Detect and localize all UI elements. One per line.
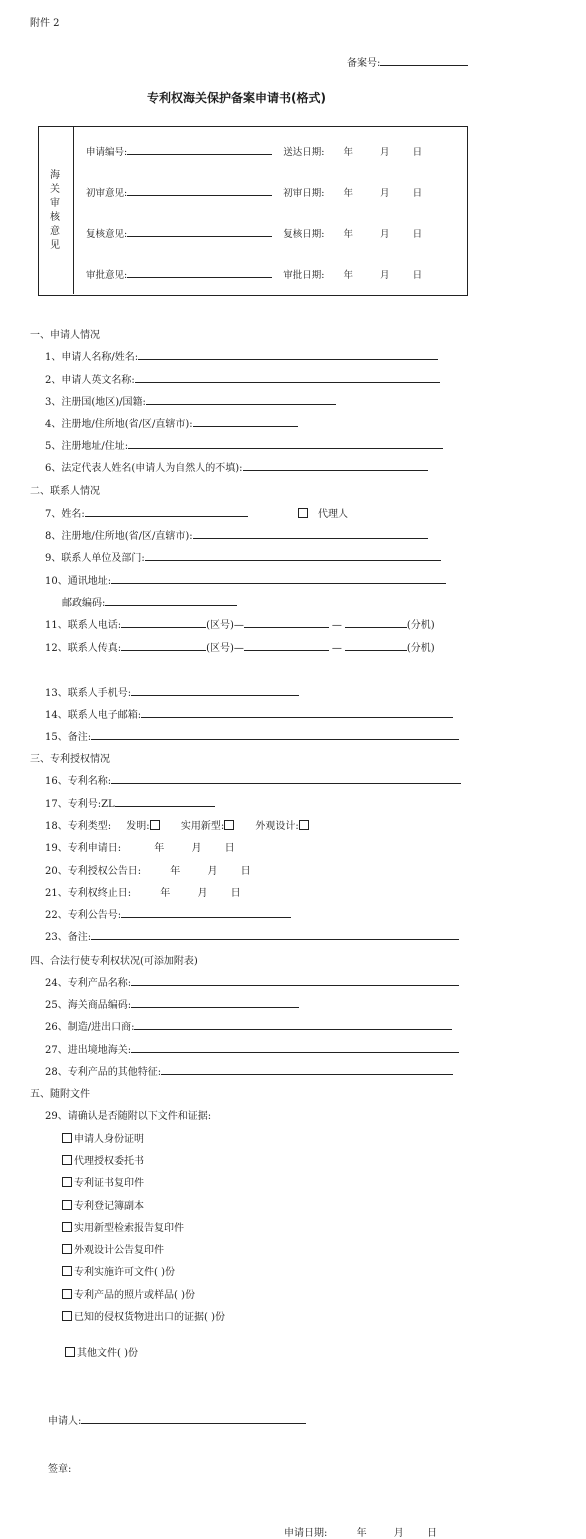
review-row-line[interactable] <box>127 144 272 155</box>
day-label: 日 <box>224 843 235 854</box>
year-label: 年 <box>170 866 181 877</box>
month-label: 月 <box>207 866 218 877</box>
form-field[interactable] <box>45 393 336 408</box>
side-char: 核 <box>50 212 60 223</box>
checkbox-icon[interactable] <box>150 820 160 830</box>
field-label: 申请人: <box>48 1416 82 1427</box>
date-field[interactable] <box>45 884 241 899</box>
field-label: 11、联系人电话: <box>45 620 122 631</box>
field-label: 5、注册地址/住址: <box>45 441 129 452</box>
form-field[interactable] <box>45 772 461 787</box>
field-line[interactable] <box>91 929 459 940</box>
dash-label: — <box>331 620 342 631</box>
field-label: 申请日期: <box>284 1528 328 1539</box>
form-field[interactable] <box>45 505 248 520</box>
attachment-question: 29、请确认是否随附以下文件和证据: <box>45 1111 212 1122</box>
form-field[interactable] <box>45 906 291 921</box>
field-line[interactable] <box>115 796 215 807</box>
field-line[interactable] <box>345 640 407 651</box>
applicant-signature-line[interactable] <box>81 1413 306 1424</box>
form-title: 专利权海关保护备案申请书(格式) <box>147 91 326 105</box>
form-field[interactable] <box>45 1041 459 1056</box>
section-heading: 二、联系人情况 <box>30 486 100 497</box>
form-field[interactable] <box>45 348 438 363</box>
record-number-label: 备案号: <box>347 58 381 69</box>
checkbox-icon[interactable] <box>62 1311 72 1321</box>
field-label: 12、联系人传真: <box>45 643 122 654</box>
form-field[interactable] <box>45 795 215 810</box>
patent-type-field[interactable] <box>45 817 311 832</box>
dash-label: — <box>331 643 342 654</box>
field-line[interactable] <box>131 1042 459 1053</box>
field-label: 21、专利权终止日: <box>45 888 132 899</box>
review-date-label: 初审日期: <box>283 188 325 199</box>
section-heading: 三、专利授权情况 <box>30 754 110 765</box>
review-row[interactable] <box>86 185 422 199</box>
form-field[interactable] <box>45 974 459 989</box>
side-char: 审 <box>50 198 60 209</box>
checkbox-icon[interactable] <box>62 1222 72 1232</box>
field-line[interactable] <box>131 975 459 986</box>
option-label: 外观设计: <box>255 821 299 832</box>
field-label: 26、制造/进出口商: <box>45 1022 135 1033</box>
review-row[interactable] <box>86 267 422 281</box>
form-field[interactable] <box>45 1018 452 1033</box>
doc-label: 专利产品的照片或样品( )份 <box>74 1290 195 1301</box>
form-field[interactable] <box>45 684 299 699</box>
section-heading: 四、合法行使专利权状况(可添加附表) <box>30 956 198 967</box>
review-row-label: 初审意见: <box>86 188 128 199</box>
checkbox-icon[interactable] <box>62 1177 72 1187</box>
month-label: 月 <box>380 229 390 240</box>
field-label: 2、申请人英文名称: <box>45 375 135 386</box>
field-line[interactable] <box>121 907 291 918</box>
doc-checkbox[interactable] <box>65 1344 138 1359</box>
field-label: 28、专利产品的其他特征: <box>45 1067 162 1078</box>
applicant-field[interactable] <box>48 1412 306 1427</box>
field-label: 25、海关商品编码: <box>45 1000 132 1011</box>
checkbox-icon[interactable] <box>62 1200 72 1210</box>
field-label: 22、专利公告号: <box>45 910 122 921</box>
review-row-line[interactable] <box>127 267 272 278</box>
doc-label: 申请人身份证明 <box>74 1134 144 1145</box>
doc-label: 已知的侵权货物进出口的证据( )份 <box>74 1312 225 1323</box>
day-label: 日 <box>412 188 423 199</box>
doc-label: 外观设计公告复印件 <box>74 1245 164 1256</box>
field-line[interactable] <box>146 394 336 405</box>
form-field[interactable] <box>45 527 428 542</box>
attachment-label: 附件 2 <box>30 18 60 29</box>
field-line[interactable] <box>345 617 407 628</box>
review-row[interactable] <box>86 144 422 158</box>
checkbox-icon[interactable] <box>62 1244 72 1254</box>
field-label: 10、通讯地址: <box>45 576 112 587</box>
field-label: 27、进出境地海关: <box>45 1045 132 1056</box>
checkbox-icon[interactable] <box>62 1133 72 1143</box>
day-label: 日 <box>412 147 423 158</box>
checkbox-icon[interactable] <box>224 820 234 830</box>
field-line[interactable] <box>145 550 441 561</box>
doc-checkbox[interactable] <box>62 1130 144 1145</box>
day-label: 日 <box>426 1528 437 1539</box>
option-label: 实用新型: <box>180 821 225 832</box>
form-field[interactable] <box>45 928 459 943</box>
doc-checkbox[interactable] <box>62 1263 175 1278</box>
agent-checkbox[interactable] <box>298 505 348 520</box>
field-label: 23、备注: <box>45 932 92 943</box>
form-field[interactable] <box>45 549 441 564</box>
form-field[interactable] <box>45 996 299 1011</box>
field-label: 20、专利授权公告日: <box>45 866 142 877</box>
day-label: 日 <box>240 866 251 877</box>
field-line[interactable] <box>135 372 440 383</box>
option-label: 发明: <box>126 821 150 832</box>
form-field[interactable] <box>45 415 298 430</box>
doc-checkbox[interactable] <box>62 1152 144 1167</box>
doc-label: 实用新型检索报告复印件 <box>74 1223 184 1234</box>
form-field[interactable] <box>45 728 459 743</box>
field-label: 15、备注: <box>45 732 92 743</box>
month-label: 月 <box>380 270 390 281</box>
field-label: 8、注册地/住所地(省/区/直辖市): <box>45 531 193 542</box>
field-line[interactable] <box>121 640 206 651</box>
review-row[interactable] <box>86 226 422 240</box>
checkbox-icon[interactable] <box>62 1155 72 1165</box>
field-line[interactable] <box>193 416 298 427</box>
doc-checkbox[interactable] <box>62 1197 144 1212</box>
doc-checkbox[interactable] <box>62 1219 184 1234</box>
doc-label: 专利实施许可文件( )份 <box>74 1267 175 1278</box>
phone-field[interactable] <box>45 616 435 631</box>
field-label: 24、专利产品名称: <box>45 978 132 989</box>
form-field[interactable] <box>45 437 443 452</box>
review-date-label: 复核日期: <box>283 229 325 240</box>
field-line[interactable] <box>193 528 428 539</box>
day-label: 日 <box>412 270 423 281</box>
field-label: 7、姓名: <box>45 509 85 520</box>
field-label: 13、联系人手机号: <box>45 688 132 699</box>
area-code-label: (区号)— <box>206 620 244 631</box>
field-label: 6、法定代表人姓名(申请人为自然人的不填): <box>45 463 243 474</box>
review-row-label: 复核意见: <box>86 229 128 240</box>
field-line[interactable] <box>91 729 459 740</box>
form-field[interactable] <box>45 459 428 474</box>
field-line[interactable] <box>244 640 329 651</box>
field-label: 16、专利名称: <box>45 776 112 787</box>
section-heading: 一、申请人情况 <box>30 330 100 341</box>
month-label: 月 <box>380 147 390 158</box>
doc-checkbox[interactable] <box>62 1308 225 1323</box>
checkbox-icon[interactable] <box>62 1266 72 1276</box>
area-code-label: (区号)— <box>206 643 244 654</box>
month-label: 月 <box>380 188 390 199</box>
field-line[interactable] <box>244 617 329 628</box>
doc-checkbox[interactable] <box>62 1286 195 1301</box>
review-row-line[interactable] <box>127 226 272 237</box>
review-row-label: 申请编号: <box>86 147 128 158</box>
checkbox-icon[interactable] <box>62 1289 72 1299</box>
field-line[interactable] <box>111 573 446 584</box>
review-row-line[interactable] <box>127 185 272 196</box>
year-label: 年 <box>343 147 353 158</box>
agent-label: 代理人 <box>318 509 348 520</box>
field-label: 邮政编码: <box>62 598 106 609</box>
field-line[interactable] <box>105 595 237 606</box>
field-line[interactable] <box>161 1064 453 1075</box>
form-field[interactable] <box>45 371 440 386</box>
month-label: 月 <box>191 843 202 854</box>
record-number-line[interactable] <box>380 55 468 66</box>
side-char: 见 <box>50 240 60 251</box>
year-label: 年 <box>343 270 353 281</box>
year-label: 年 <box>356 1528 367 1539</box>
form-field[interactable] <box>45 1063 453 1078</box>
record-number-field[interactable] <box>347 54 468 69</box>
doc-label: 其他文件( )份 <box>77 1348 138 1359</box>
day-label: 日 <box>412 229 423 240</box>
form-field[interactable] <box>62 594 237 609</box>
form-field[interactable] <box>45 706 453 721</box>
field-line[interactable] <box>121 617 206 628</box>
doc-checkbox[interactable] <box>62 1241 164 1256</box>
field-label: 18、专利类型: <box>45 821 112 832</box>
field-label: 3、注册国(地区)/国籍: <box>45 397 146 408</box>
field-line[interactable] <box>141 707 453 718</box>
field-label: 14、联系人电子邮箱: <box>45 710 142 721</box>
doc-label: 代理授权委托书 <box>74 1156 144 1167</box>
side-char: 关 <box>50 184 60 195</box>
section-heading: 五、随附文件 <box>30 1089 90 1100</box>
field-label: 9、联系人单位及部门: <box>45 553 145 564</box>
checkbox-icon[interactable] <box>299 820 309 830</box>
day-label: 日 <box>230 888 241 899</box>
checkbox-icon[interactable] <box>298 508 308 518</box>
ext-label: (分机) <box>406 620 435 631</box>
field-label: 1、申请人名称/姓名: <box>45 352 139 363</box>
field-line[interactable] <box>131 685 299 696</box>
field-line[interactable] <box>85 506 248 517</box>
review-row-label: 审批意见: <box>86 270 128 281</box>
field-line[interactable] <box>138 349 438 360</box>
month-label: 月 <box>197 888 208 899</box>
date-field[interactable] <box>45 862 251 877</box>
field-label: 4、注册地/住所地(省/区/直辖市): <box>45 419 193 430</box>
year-label: 年 <box>343 229 353 240</box>
date-field[interactable] <box>45 839 235 854</box>
field-line[interactable] <box>131 997 299 1008</box>
field-line[interactable] <box>134 1019 452 1030</box>
doc-label: 专利证书复印件 <box>74 1178 144 1189</box>
form-field[interactable] <box>45 572 446 587</box>
seal-label: 签章: <box>48 1464 72 1475</box>
year-label: 年 <box>343 188 353 199</box>
checkbox-icon[interactable] <box>65 1347 75 1357</box>
year-label: 年 <box>154 843 165 854</box>
ext-label: (分机) <box>406 643 435 654</box>
side-char: 海 <box>50 170 60 181</box>
fax-field[interactable] <box>45 639 435 654</box>
field-line[interactable] <box>128 438 443 449</box>
side-char: 意 <box>50 226 60 237</box>
field-label: 19、专利申请日: <box>45 843 122 854</box>
field-line[interactable] <box>111 773 461 784</box>
field-line[interactable] <box>243 460 428 471</box>
field-label: 17、专利号:ZL <box>45 799 115 810</box>
review-date-label: 送达日期: <box>283 147 325 158</box>
review-date-label: 审批日期: <box>283 270 325 281</box>
doc-checkbox[interactable] <box>62 1174 144 1189</box>
month-label: 月 <box>393 1528 404 1539</box>
year-label: 年 <box>160 888 171 899</box>
doc-label: 专利登记簿副本 <box>74 1201 144 1212</box>
